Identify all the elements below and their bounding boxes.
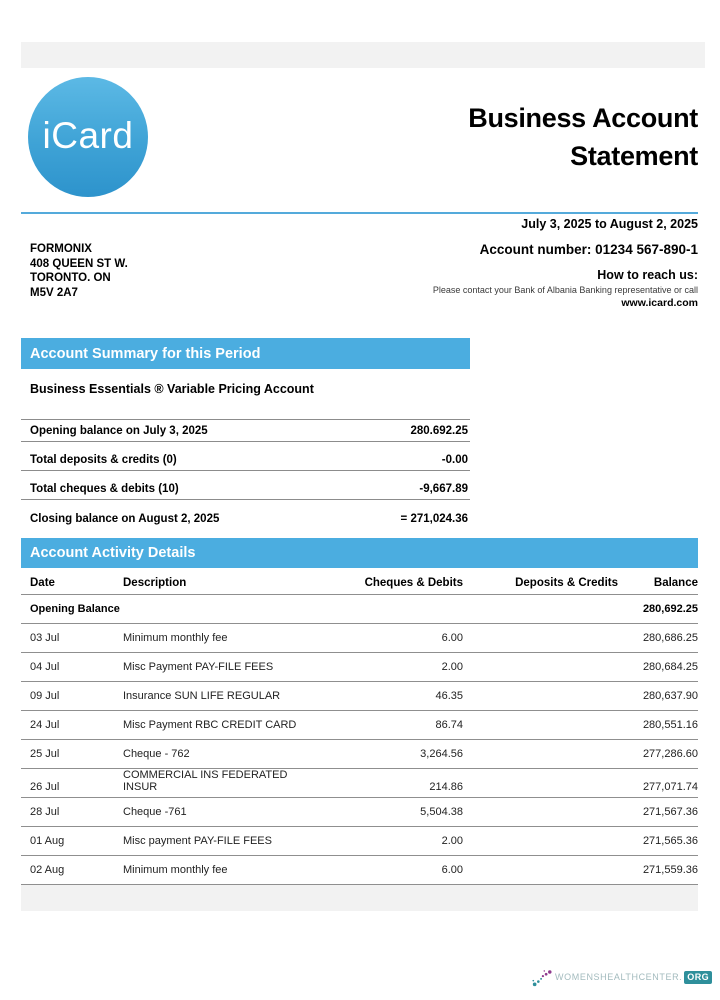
transaction-row xyxy=(21,856,698,885)
account-type-label: Business Essentials ® Variable Pricing Account xyxy=(30,382,314,396)
recipient-postal: M5V 2A7 xyxy=(30,286,78,299)
top-grey-bar xyxy=(21,42,705,68)
transaction-debit: 6.00 xyxy=(441,864,463,876)
summary-table xyxy=(21,419,470,529)
transaction-date: 09 Jul xyxy=(30,690,60,702)
transaction-description: Minimum monthly fee xyxy=(123,864,228,876)
transaction-date: 26 Jul xyxy=(30,781,60,793)
col-header-date: Date xyxy=(30,577,55,589)
reach-us-text: Please contact your Bank of Albania Banking representative or call xyxy=(432,285,698,295)
transaction-balance: 280,637.90 xyxy=(642,690,698,702)
transaction-debit: 2.00 xyxy=(441,661,463,673)
document-title xyxy=(468,99,698,175)
document-title-line2: Statement xyxy=(570,141,698,171)
transaction-balance: 280,686.25 xyxy=(642,632,698,644)
transaction-row xyxy=(21,624,698,653)
activity-section-title: Account Activity Details xyxy=(30,545,196,561)
transaction-date: 24 Jul xyxy=(30,719,60,731)
transaction-debit: 5,504.38 xyxy=(420,806,463,818)
transaction-row xyxy=(21,653,698,682)
summary-row-label: Total cheques & debits (10) xyxy=(30,483,179,495)
transaction-balance: 271,559.36 xyxy=(642,864,698,876)
transaction-description: Misc Payment PAY-FILE FEES xyxy=(123,661,274,673)
transaction-description: Cheque - 762 xyxy=(123,748,190,760)
transaction-date: 25 Jul xyxy=(30,748,60,760)
transaction-debit: 214.86 xyxy=(429,781,463,793)
summary-row-label: Opening balance on July 3, 2025 xyxy=(30,425,208,437)
transaction-description: COMMERCIAL INS FEDERATED INSUR xyxy=(123,769,288,793)
blue-divider xyxy=(21,212,698,214)
transaction-balance: 280,551.16 xyxy=(642,719,698,731)
bottom-grey-bar xyxy=(21,885,698,911)
summary-row xyxy=(21,500,470,529)
col-header-cheques-debits: Cheques & Debits xyxy=(364,577,463,589)
summary-row xyxy=(21,442,470,471)
recipient-name: FORMONIX xyxy=(30,243,92,255)
transaction-date: 01 Aug xyxy=(30,835,65,847)
transaction-date: 04 Jul xyxy=(30,661,60,673)
summary-row-value: -9,667.89 xyxy=(419,483,468,495)
summary-section-banner xyxy=(21,338,470,369)
transaction-row xyxy=(21,769,698,798)
transaction-description: Cheque -761 xyxy=(123,806,187,818)
activity-table xyxy=(21,568,698,885)
summary-row-label: Total deposits & credits (0) xyxy=(30,454,177,466)
transaction-date: 02 Aug xyxy=(30,864,65,876)
transaction-debit: 86.74 xyxy=(435,719,463,731)
summary-row-value: = 271,024.36 xyxy=(400,513,468,525)
watermark-text: WOMENSHEALTHCENTER. xyxy=(555,972,683,982)
transaction-row xyxy=(21,798,698,827)
transaction-description: Misc Payment RBC CREDIT CARD xyxy=(123,719,297,731)
transaction-date: 03 Jul xyxy=(30,632,60,644)
watermark-org-badge: ORG xyxy=(684,971,712,984)
statement-period: July 3, 2025 to August 2, 2025 xyxy=(521,217,698,231)
recipient-address xyxy=(30,242,128,300)
transaction-description: Minimum monthly fee xyxy=(123,632,228,644)
transaction-balance: 277,071.74 xyxy=(642,781,698,793)
activity-section-banner xyxy=(21,538,698,568)
col-header-balance: Balance xyxy=(653,577,698,589)
icard-logo xyxy=(28,77,148,197)
website-url: www.icard.com xyxy=(621,297,698,309)
opening-balance-label: Opening Balance xyxy=(30,603,120,615)
opening-balance-row xyxy=(21,595,698,624)
recipient-city: TORONTO. ON xyxy=(30,272,111,284)
transaction-row xyxy=(21,740,698,769)
footer-watermark xyxy=(531,966,712,988)
transaction-balance: 271,567.36 xyxy=(642,806,698,818)
transaction-debit: 6.00 xyxy=(441,632,463,644)
transaction-debit: 3,264.56 xyxy=(420,748,463,760)
activity-header-row xyxy=(21,568,698,595)
transaction-row xyxy=(21,827,698,856)
reach-us-heading: How to reach us: xyxy=(597,268,698,282)
transaction-row xyxy=(21,682,698,711)
summary-row-label: Closing balance on August 2, 2025 xyxy=(30,513,220,525)
document-title-line1: Business Account xyxy=(468,103,698,133)
womenshealthcenter-dots-icon xyxy=(531,966,553,988)
transaction-debit: 46.35 xyxy=(435,690,463,702)
transaction-balance: 271,565.36 xyxy=(642,835,698,847)
col-header-deposits-credits: Deposits & Credits xyxy=(515,577,618,589)
summary-section-title: Account Summary for this Period xyxy=(30,345,261,362)
transaction-row xyxy=(21,711,698,740)
summary-row-value: 280.692.25 xyxy=(410,425,468,437)
summary-row xyxy=(21,471,470,500)
icard-logo-text: iCard xyxy=(42,115,134,156)
opening-balance-value: 280,692.25 xyxy=(642,603,698,615)
transaction-balance: 280,684.25 xyxy=(642,661,698,673)
transaction-description: Misc payment PAY-FILE FEES xyxy=(123,835,272,847)
transaction-debit: 2.00 xyxy=(441,835,463,847)
col-header-description: Description xyxy=(123,577,187,589)
transaction-date: 28 Jul xyxy=(30,806,60,818)
recipient-street: 408 QUEEN ST W. xyxy=(30,257,128,270)
transaction-description: Insurance SUN LIFE REGULAR xyxy=(123,690,281,702)
transaction-balance: 277,286.60 xyxy=(642,748,698,760)
summary-row xyxy=(21,420,470,442)
account-number: Account number: 01234 567-890-1 xyxy=(479,242,698,257)
summary-row-value: -0.00 xyxy=(441,454,468,466)
